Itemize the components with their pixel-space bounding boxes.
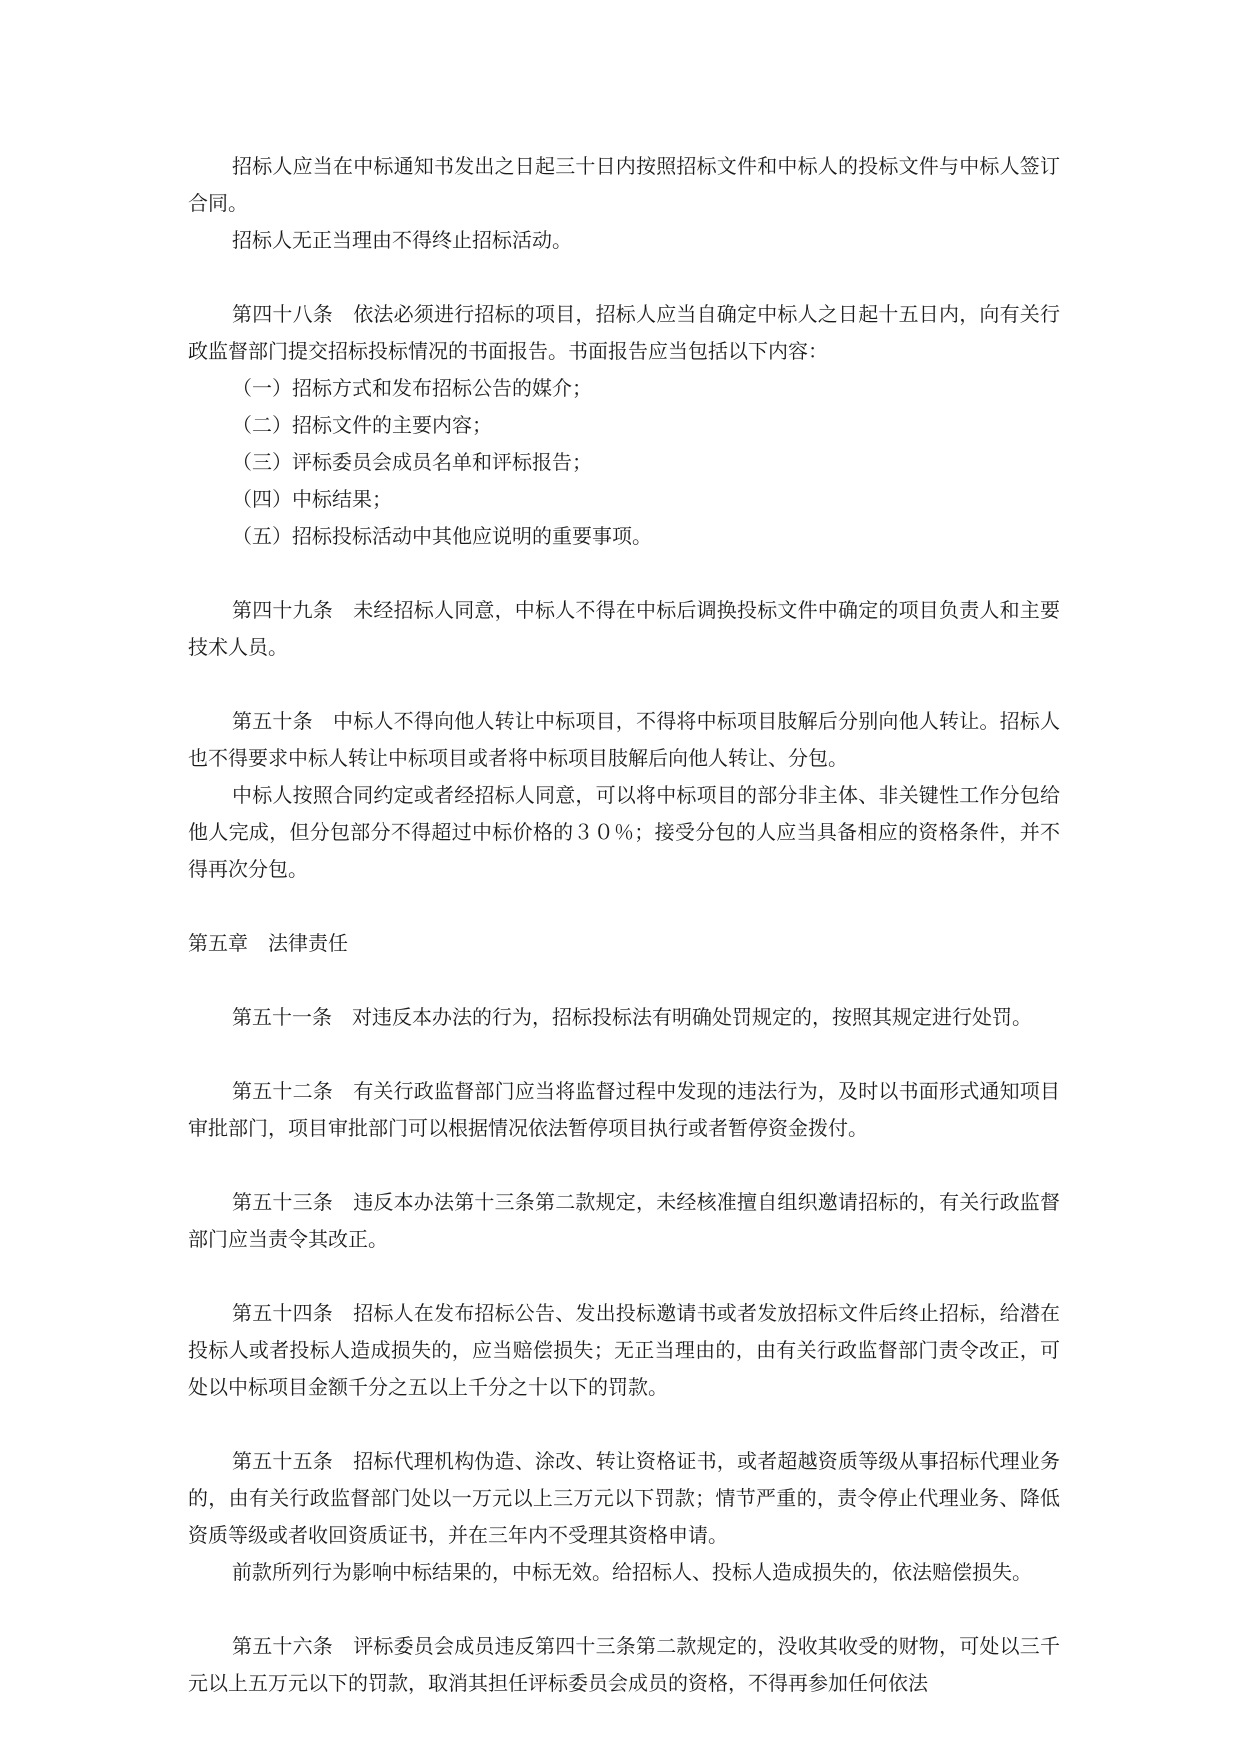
paragraph-gap (188, 1406, 1060, 1443)
paragraph: 第五十六条 评标委员会成员违反第四十三条第二款规定的，没收其收受的财物，可处以三千元以上五万元以下的罚款，取消其担任评标委员会成员的资格，不得再参加任何依法 (188, 1634, 1060, 1695)
list-item: （五）招标投标活动中其他应说明的重要事项。 (232, 524, 652, 548)
paragraph: 第五十二条 有关行政监督部门应当将监督过程中发现的违法行为，及时以书面形式通知项目审批部门，项目审批部门可以根据情况依法暂停项目执行或者暂停资金拨付。 (188, 1079, 1060, 1140)
paragraph-gap (188, 555, 1060, 592)
paragraph-gap (188, 962, 1060, 999)
paragraph: 第五十三条 违反本办法第十三条第二款规定，未经核准擅自组织邀请招标的，有关行政监督部门应当责令其改正。 (188, 1190, 1060, 1251)
paragraph-gap (188, 259, 1060, 296)
paragraph: 第五十条 中标人不得向他人转让中标项目，不得将中标项目肢解后分别向他人转让。招标人也不得要求中标人转让中标项目或者将中标项目肢解后向他人转让、分包。 (188, 709, 1060, 770)
paragraph: 第四十九条 未经招标人同意，中标人不得在中标后调换投标文件中确定的项目负责人和主要技术人员。 (188, 598, 1060, 659)
paragraph-gap (188, 1147, 1060, 1184)
paragraph: 第五十五条 招标代理机构伪造、涂改、转让资格证书，或者超越资质等级从事招标代理业务的，由有关行政监督部门处以一万元以上三万元以下罚款；情节严重的，责令停止代理业务、降低资质等级或者收回资质证书，并在三年内不受理其资格申请。 (188, 1449, 1060, 1547)
paragraph: 前款所列行为影响中标结果的，中标无效。给招标人、投标人造成损失的，依法赔偿损失。 (232, 1560, 1032, 1584)
list-item: （四）中标结果； (232, 487, 392, 511)
paragraph: 第五十一条 对违反本办法的行为，招标投标法有明确处罚规定的，按照其规定进行处罚。 (232, 1005, 1032, 1029)
paragraph: 第五十四条 招标人在发布招标公告、发出投标邀请书或者发放招标文件后终止招标，给潜在投标人或者投标人造成损失的，应当赔偿损失；无正当理由的，由有关行政监督部门责令改正，可处以中标项目金额千分之五以上千分之十以下的罚款。 (188, 1301, 1060, 1399)
chapter-heading: 第五章 法律责任 (188, 931, 348, 955)
document-page (188, 148, 1060, 1702)
list-item: （一）招标方式和发布招标公告的媒介； (232, 376, 592, 400)
paragraph: 中标人按照合同约定或者经招标人同意，可以将中标项目的部分非主体、非关键性工作分包给他人完成，但分包部分不得超过中标价格的３０％；接受分包的人应当具备相应的资格条件，并不得再次分包。 (188, 783, 1060, 881)
paragraph-gap (188, 1591, 1060, 1628)
list-item: （二）招标文件的主要内容； (232, 413, 492, 437)
paragraph: 招标人应当在中标通知书发出之日起三十日内按照招标文件和中标人的投标文件与中标人签订合同。 (188, 154, 1060, 215)
paragraph-gap (188, 1258, 1060, 1295)
list-item: （三）评标委员会成员名单和评标报告； (232, 450, 592, 474)
paragraph-gap (188, 666, 1060, 703)
paragraph-gap (188, 1036, 1060, 1073)
paragraph: 第四十八条 依法必须进行招标的项目，招标人应当自确定中标人之日起十五日内，向有关行政监督部门提交招标投标情况的书面报告。书面报告应当包括以下内容： (188, 302, 1060, 363)
paragraph: 招标人无正当理由不得终止招标活动。 (232, 228, 572, 252)
paragraph-gap (188, 888, 1060, 925)
